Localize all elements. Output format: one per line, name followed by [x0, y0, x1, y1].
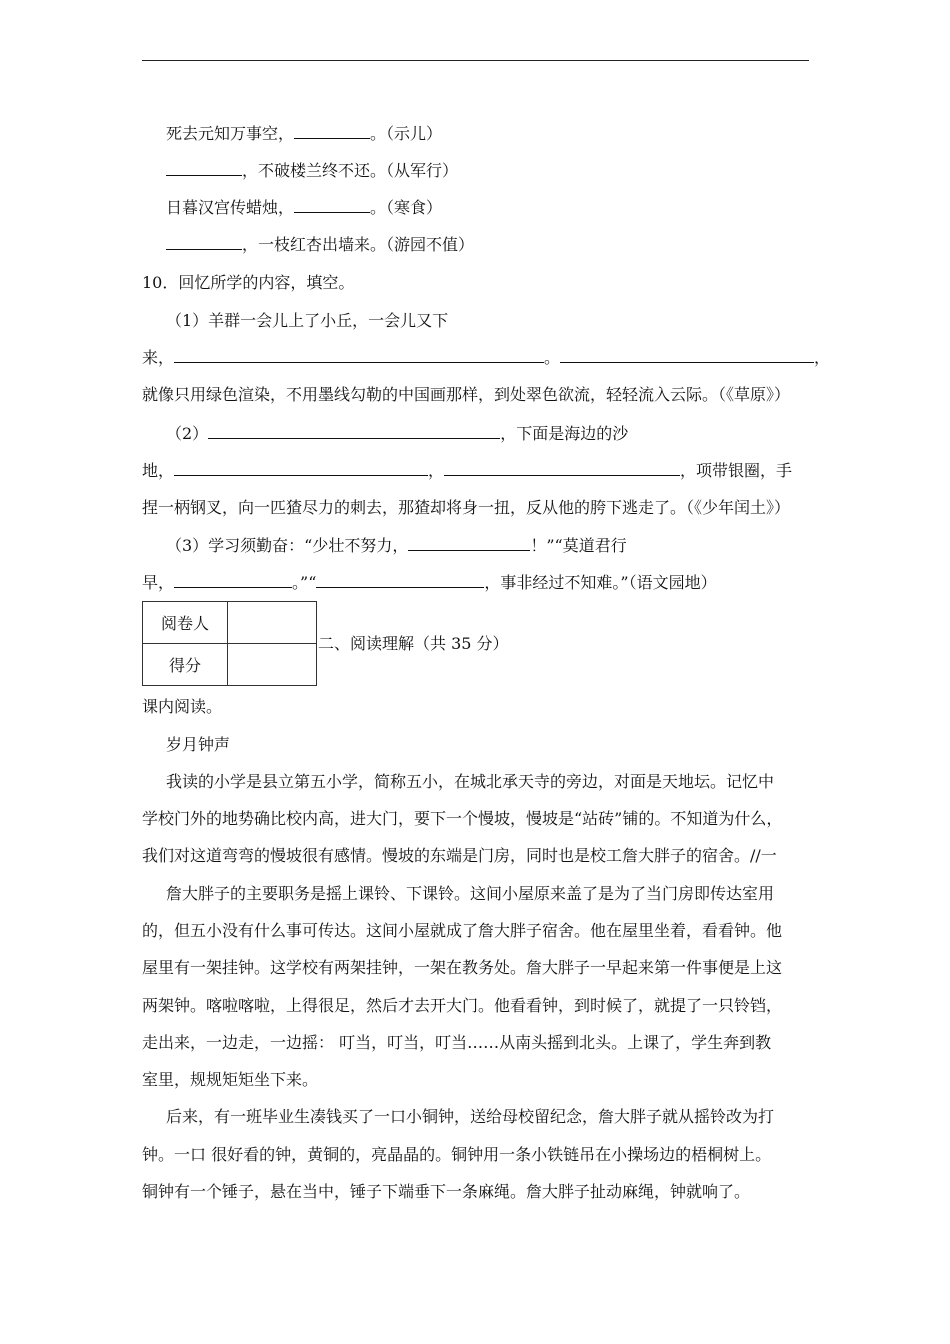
poem-line-3-source: 。（寒食）	[370, 198, 443, 217]
q10-part1-line3: 就像只用绿色渲染，不用墨线勾勒的中国画那样，到处翠色欲流，轻轻流入云际。（《草原》）	[142, 385, 791, 404]
answer-blank[interactable]	[208, 424, 500, 439]
header-rule	[142, 60, 809, 61]
passage-line: 后来，有一班毕业生凑钱买了一口小铜钟，送给母校留纪念，詹大胖子就从摇铃改为打	[166, 1107, 775, 1126]
reviewer-field[interactable]	[228, 602, 317, 644]
poem-line-4	[166, 235, 474, 255]
poem-line-3	[166, 198, 442, 218]
q10-part2-line2: 地， ， ，项带银圈，手	[142, 461, 793, 480]
score-label: 得分	[143, 644, 228, 686]
q10-part3-line1: （3）学习须勤奋：“少壮不努力， ！”“莫道君行	[166, 536, 627, 555]
answer-blank[interactable]	[560, 348, 814, 363]
passage-line: 室里，规规矩矩坐下来。	[142, 1070, 319, 1089]
poem-line-4-text: ，一枝红杏出墙来。（游园不值）	[242, 235, 475, 254]
answer-blank[interactable]	[316, 573, 484, 588]
reading-intro: 课内阅读。	[142, 697, 223, 716]
passage-line: 铜钟有一个锤子，悬在当中，锤子下端垂下一条麻绳。詹大胖子扯动麻绳，钟就响了。	[142, 1182, 751, 1201]
q10-part3-line2: 早， 。”“ ，事非经过不知难。”（语文园地）	[142, 573, 717, 592]
section-title: 二、阅读理解（共 35 分）	[318, 634, 509, 653]
q10-part2-line3: 捏一柄钢叉，向一匹猹尽力的刺去，那猹却将身一扭，反从他的胯下逃走了。（《少年闰土》）	[142, 498, 791, 517]
passage-line: 走出来，一边走，一边摇： 叮当，叮当，叮当……从南头摇到北头。上课了，学生奔到教	[142, 1033, 772, 1052]
poem-line-2	[166, 161, 458, 181]
poem-line-2-text: ，不破楼兰终不还。（从军行）	[242, 161, 459, 180]
score-table	[142, 601, 317, 686]
passage-line: 学校门外的地势确比校内高，进大门，要下一个慢坡，慢坡是“站砖”铺的。不知道为什么，	[142, 809, 783, 828]
poem-line-1-source: 。（示儿）	[370, 124, 443, 143]
answer-blank[interactable]	[174, 461, 428, 476]
score-table-row	[143, 644, 317, 686]
answer-blank[interactable]	[444, 461, 680, 476]
answer-blank[interactable]	[294, 124, 370, 139]
passage-line: 的，但五小没有什么事可传达。这间小屋就成了詹大胖子宿舍。他在屋里坐着，看看钟。他	[142, 921, 783, 940]
passage-line: 我读的小学是县立第五小学，简称五小，在城北承天寺的旁边，对面是天地坛。记忆中	[166, 772, 775, 791]
passage-line: 詹大胖子的主要职务是摇上课铃、下课铃。这间小屋原来盖了是为了当门房即传达室用	[166, 884, 775, 903]
poem-line-1	[166, 124, 442, 144]
q10-part1-line1: （1）羊群一会儿上了小丘，一会儿又下	[166, 311, 449, 330]
passage-line: 我们对这道弯弯的慢坡很有感情。慢坡的东端是门房，同时也是校工詹大胖子的宿舍。//一	[142, 846, 777, 865]
answer-blank[interactable]	[174, 348, 544, 363]
answer-blank[interactable]	[174, 573, 292, 588]
answer-blank[interactable]	[166, 235, 242, 250]
q10-title: 10．回忆所学的内容，填空。	[142, 273, 355, 292]
passage-line: 两架钟。喀啦喀啦，上得很足，然后才去开大门。他看看钟，到时候了，就提了一只铃铛，	[142, 996, 783, 1015]
q10-part1-line2: 来， 。 ，	[142, 348, 831, 367]
answer-blank[interactable]	[408, 536, 530, 551]
score-field[interactable]	[228, 644, 317, 686]
passage-line: 钟。一口 很好看的钟，黄铜的，亮晶晶的。铜钟用一条小铁链吊在小操场边的梧桐树上。	[142, 1145, 772, 1164]
poem-line-1-text: 死去元知万事空，	[166, 124, 295, 143]
poem-line-3-text: 日暮汉宫传蜡烛，	[166, 198, 295, 217]
answer-blank[interactable]	[166, 161, 242, 176]
reviewer-label: 阅卷人	[143, 602, 228, 644]
passage-title: 岁月钟声	[166, 735, 231, 754]
passage-line: 屋里有一架挂钟。这学校有两架挂钟，一架在教务处。詹大胖子一早起来第一件事便是上这	[142, 958, 783, 977]
q10-part2-line1: （2） ，下面是海边的沙	[166, 424, 629, 443]
answer-blank[interactable]	[294, 198, 370, 213]
score-table-row	[143, 602, 317, 644]
